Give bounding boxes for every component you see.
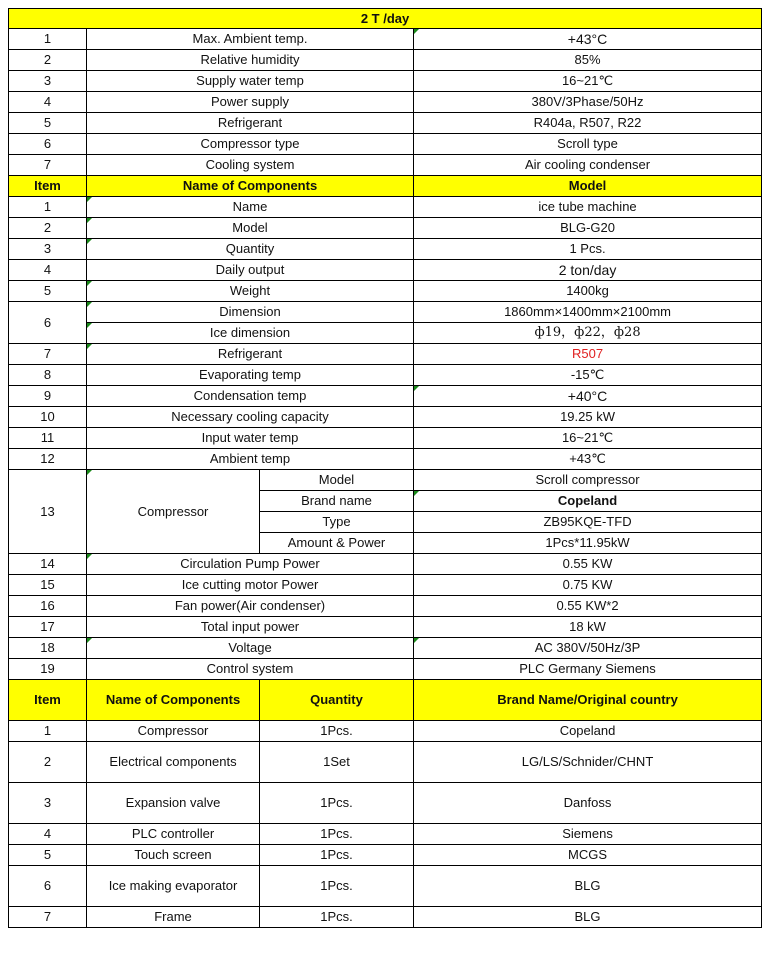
condition-value: +43°C [414,29,762,50]
item-number: 17 [9,617,87,638]
spec-label: Refrigerant [87,344,414,365]
item-number: 6 [9,302,87,344]
spec-value: +40°C [414,386,762,407]
header-name: Name of Components [87,680,260,721]
spec-label: Control system [87,659,414,680]
item-number: 1 [9,29,87,50]
spec-row [9,365,762,386]
spec-value: 1860mm×1400mm×2100mm [414,302,762,323]
spec-row [9,638,762,659]
part-quantity: 1Pcs. [260,845,414,866]
spec-value: 0.75 KW [414,575,762,596]
spec-row [9,428,762,449]
spec-label: Daily output [87,260,414,281]
spec-value: ice tube machine [414,197,762,218]
condition-row [9,134,762,155]
spec-header-row [9,176,762,197]
spec-value: 2 ton/day [414,260,762,281]
condition-label: Compressor type [87,134,414,155]
compressor-label: Compressor [87,470,260,554]
compressor-sub-label: Amount & Power [260,533,414,554]
spec-label: Ice cutting motor Power [87,575,414,596]
condition-label: Supply water temp [87,71,414,92]
header-item: Item [9,680,87,721]
item-number: 7 [9,155,87,176]
part-row [9,907,762,928]
spec-label: Voltage [87,638,414,659]
part-brand: Danfoss [414,783,762,824]
item-number: 6 [9,134,87,155]
compressor-row [9,470,762,491]
compressor-sub-value: ZB95KQE-TFD [414,512,762,533]
part-quantity: 1Pcs. [260,866,414,907]
part-name: Touch screen [87,845,260,866]
item-number: 14 [9,554,87,575]
spec-label: Quantity [87,239,414,260]
part-brand: Siemens [414,824,762,845]
spec-value: BLG-G20 [414,218,762,239]
part-quantity: 1Pcs. [260,783,414,824]
condition-value: 16~21℃ [414,71,762,92]
part-name: Electrical components [87,742,260,783]
spec-value: PLC Germany Siemens [414,659,762,680]
spec-label: Evaporating temp [87,365,414,386]
part-row [9,742,762,783]
item-number: 1 [9,197,87,218]
spec-value: 1 Pcs. [414,239,762,260]
item-number: 2 [9,742,87,783]
condition-value: R404a, R507, R22 [414,113,762,134]
part-brand: LG/LS/Schnider/CHNT [414,742,762,783]
spec-label: Weight [87,281,414,302]
spec-row [9,659,762,680]
spec-row [9,617,762,638]
part-row [9,845,762,866]
header-model: Model [414,176,762,197]
item-number: 4 [9,824,87,845]
condition-row [9,29,762,50]
part-brand: Copeland [414,721,762,742]
item-number: 3 [9,239,87,260]
spec-value: 1400kg [414,281,762,302]
spec-row [9,302,762,323]
spec-value: R507 [414,344,762,365]
spec-row [9,197,762,218]
part-brand: MCGS [414,845,762,866]
condition-label: Refrigerant [87,113,414,134]
spec-row [9,323,762,344]
part-row [9,866,762,907]
part-name: Expansion valve [87,783,260,824]
item-number: 5 [9,281,87,302]
parts-header-row [9,680,762,721]
part-name: Frame [87,907,260,928]
condition-value: Scroll type [414,134,762,155]
spec-value: 0.55 KW*2 [414,596,762,617]
item-number: 4 [9,260,87,281]
condition-row [9,113,762,134]
item-number: 13 [9,470,87,554]
part-brand: BLG [414,907,762,928]
part-name: PLC controller [87,824,260,845]
item-number: 4 [9,92,87,113]
item-number: 18 [9,638,87,659]
spec-row [9,344,762,365]
item-number: 9 [9,386,87,407]
spec-row [9,386,762,407]
item-number: 3 [9,71,87,92]
condition-row [9,155,762,176]
spec-label: Model [87,218,414,239]
part-name: Ice making evaporator [87,866,260,907]
spec-value: +43℃ [414,449,762,470]
part-row [9,783,762,824]
condition-row [9,92,762,113]
spec-value: AC 380V/50Hz/3P [414,638,762,659]
header-name: Name of Components [87,176,414,197]
part-brand: BLG [414,866,762,907]
title-row [9,9,762,29]
spec-label: Condensation temp [87,386,414,407]
item-number: 16 [9,596,87,617]
condition-label: Power supply [87,92,414,113]
item-number: 8 [9,365,87,386]
part-quantity: 1Pcs. [260,721,414,742]
spec-label: Circulation Pump Power [87,554,414,575]
spec-label: Name [87,197,414,218]
item-number: 3 [9,783,87,824]
item-number: 5 [9,845,87,866]
part-quantity: 1Pcs. [260,824,414,845]
compressor-sub-label: Type [260,512,414,533]
spec-label: Ice dimension [87,323,414,344]
header-quantity: Quantity [260,680,414,721]
spec-row [9,449,762,470]
part-row [9,721,762,742]
item-number: 12 [9,449,87,470]
compressor-sub-value: Scroll compressor [414,470,762,491]
spec-value: 18 kW [414,617,762,638]
part-quantity: 1Set [260,742,414,783]
header-item: Item [9,176,87,197]
item-number: 6 [9,866,87,907]
spec-value: 0.55 KW [414,554,762,575]
condition-row [9,50,762,71]
spec-row [9,407,762,428]
condition-label: Cooling system [87,155,414,176]
item-number: 15 [9,575,87,596]
spec-row [9,260,762,281]
condition-row [9,71,762,92]
item-number: 5 [9,113,87,134]
compressor-sub-value: 1Pcs*11.95kW [414,533,762,554]
item-number: 2 [9,218,87,239]
spec-row [9,239,762,260]
spec-value: ф19，ф22，ф28 [414,323,762,344]
item-number: 11 [9,428,87,449]
spec-label: Dimension [87,302,414,323]
spec-value: 19.25 kW [414,407,762,428]
item-number: 19 [9,659,87,680]
spec-table [8,8,762,928]
spec-label: Fan power(Air condenser) [87,596,414,617]
item-number: 2 [9,50,87,71]
spec-value: 16~21℃ [414,428,762,449]
header-brand: Brand Name/Original country [414,680,762,721]
sheet-title: 2 T /day [9,9,762,29]
condition-label: Relative humidity [87,50,414,71]
compressor-sub-label: Brand name [260,491,414,512]
item-number: 7 [9,907,87,928]
item-number: 7 [9,344,87,365]
condition-label: Max. Ambient temp. [87,29,414,50]
spec-row [9,596,762,617]
spec-row [9,281,762,302]
condition-value: Air cooling condenser [414,155,762,176]
part-quantity: 1Pcs. [260,907,414,928]
spec-label: Necessary cooling capacity [87,407,414,428]
spec-label: Total input power [87,617,414,638]
item-number: 1 [9,721,87,742]
part-row [9,824,762,845]
item-number: 10 [9,407,87,428]
part-name: Compressor [87,721,260,742]
compressor-sub-value: Copeland [414,491,762,512]
spec-value: -15℃ [414,365,762,386]
spec-row [9,554,762,575]
spec-row [9,575,762,596]
spec-row [9,218,762,239]
compressor-sub-label: Model [260,470,414,491]
condition-value: 380V/3Phase/50Hz [414,92,762,113]
spec-label: Input water temp [87,428,414,449]
condition-value: 85% [414,50,762,71]
spec-label: Ambient temp [87,449,414,470]
